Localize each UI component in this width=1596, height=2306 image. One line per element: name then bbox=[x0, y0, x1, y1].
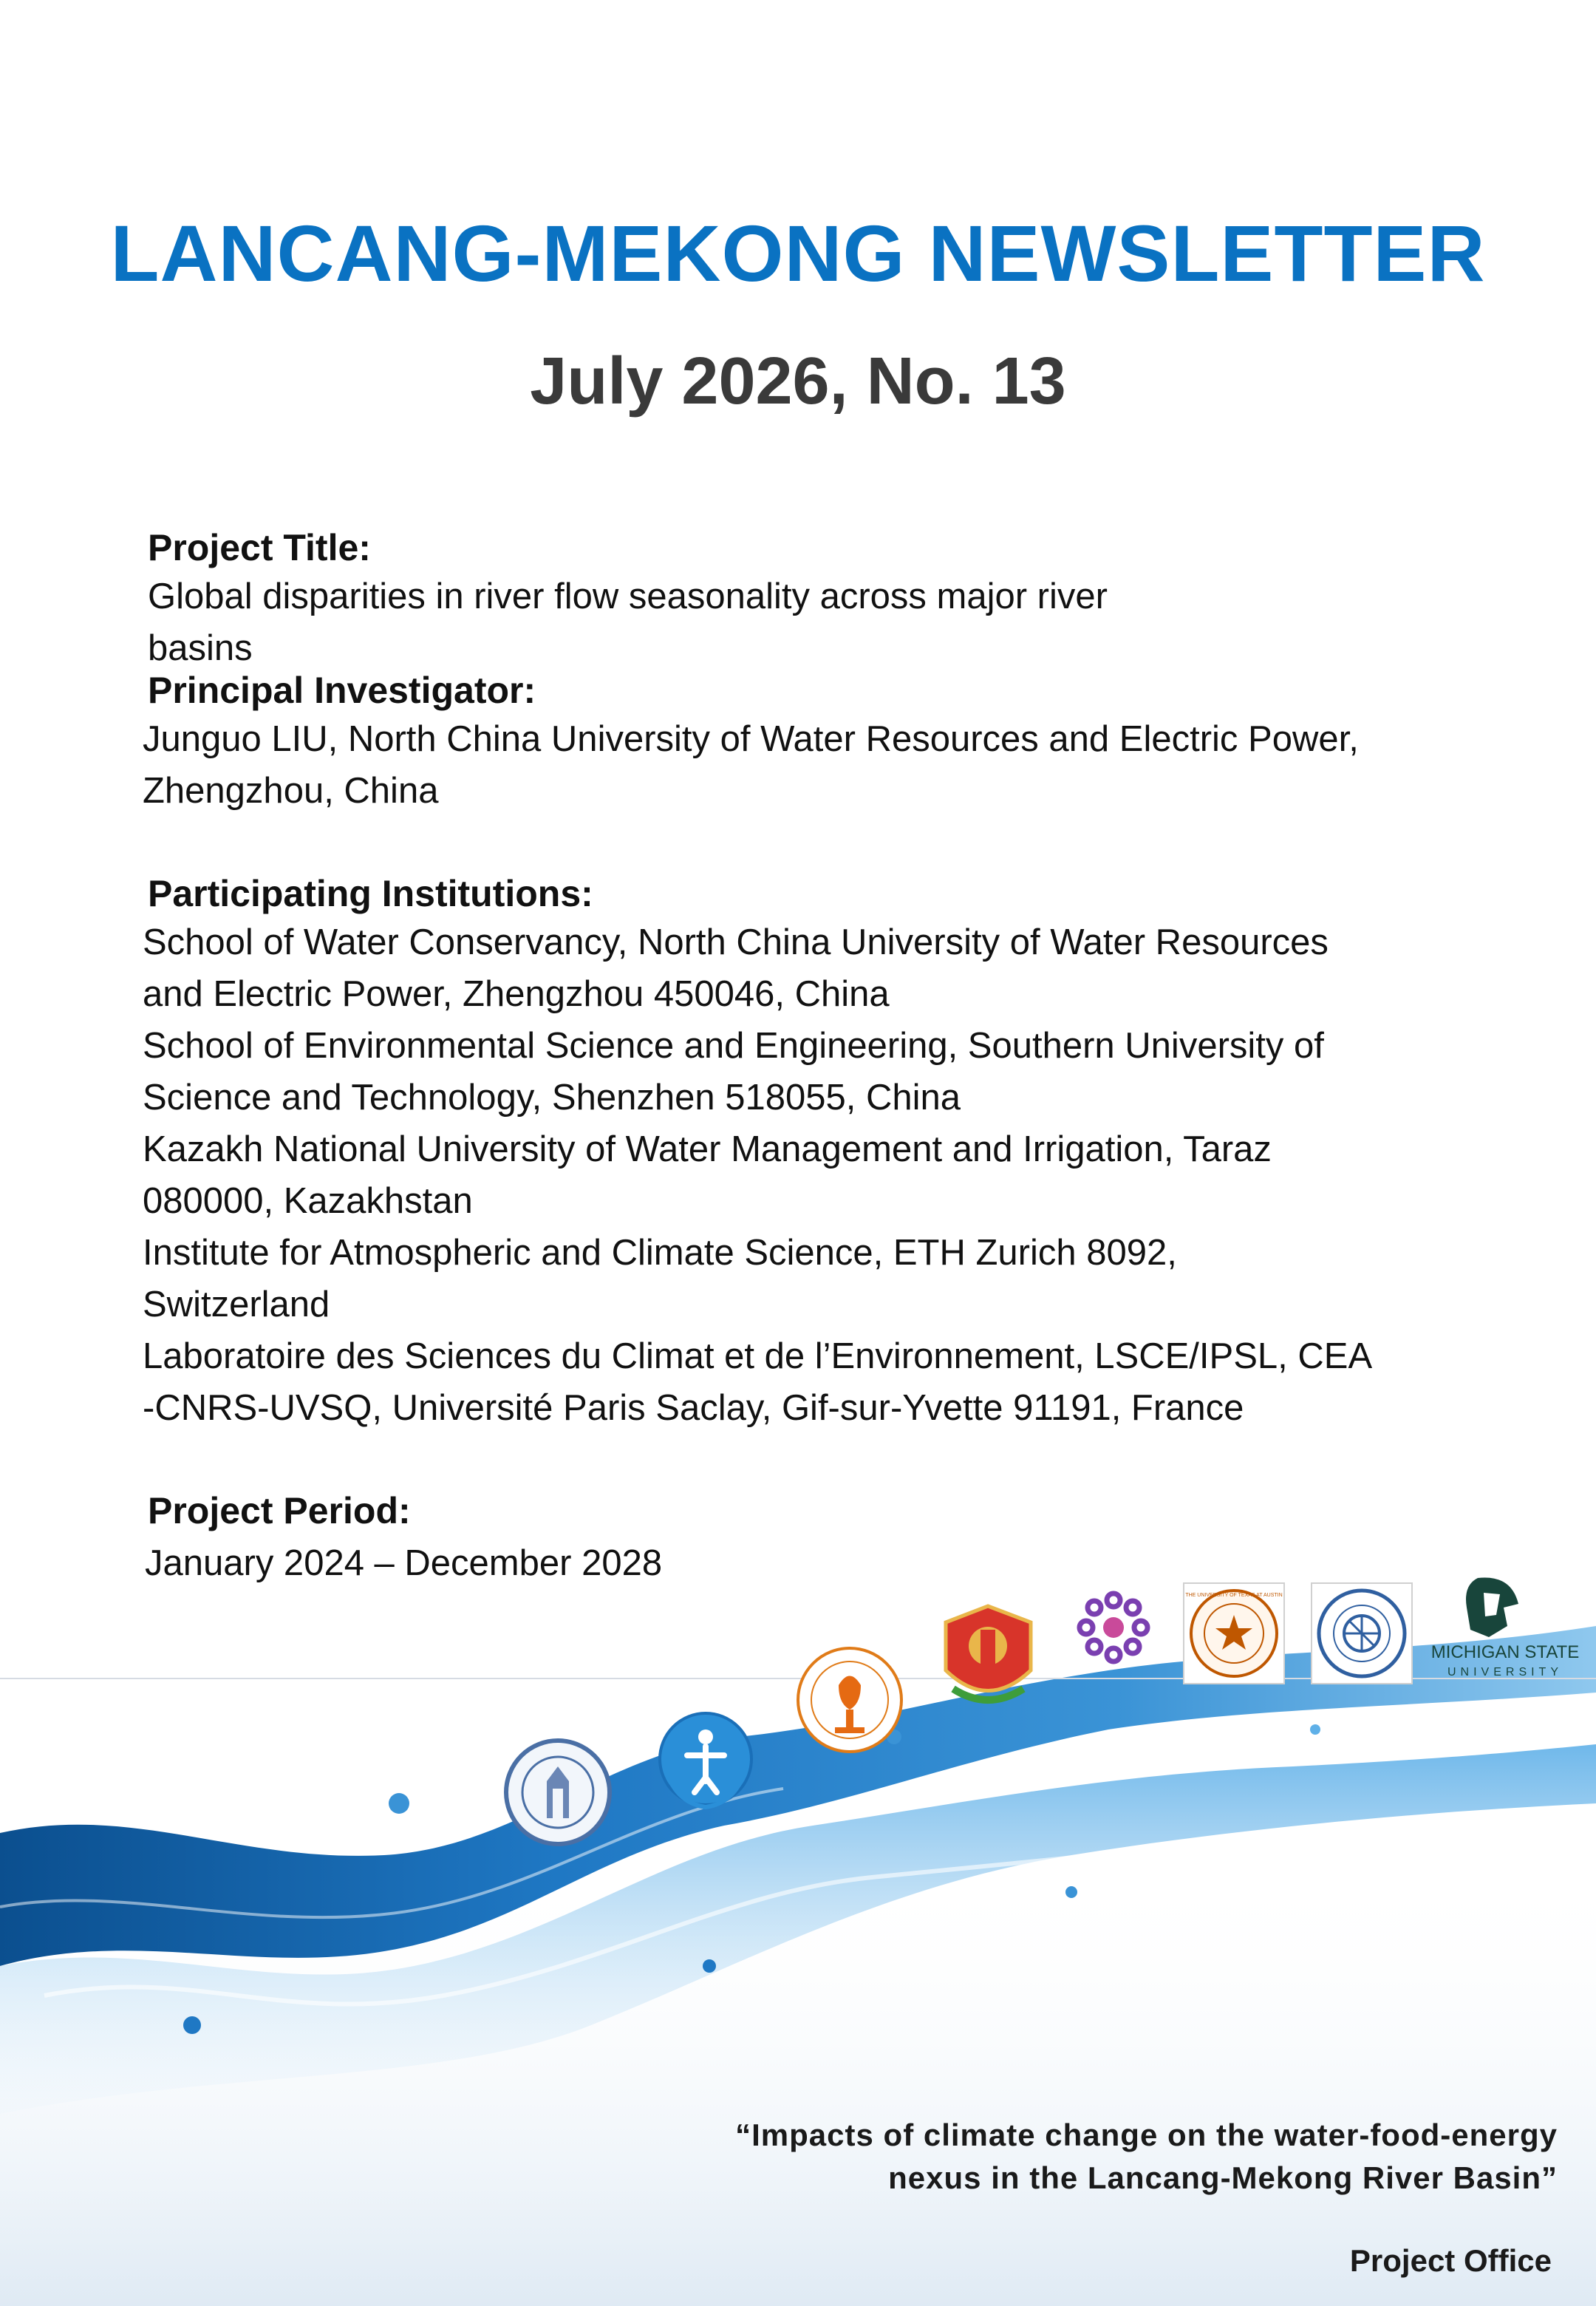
project-title-line: Global disparities in river flow seasonality across major river bbox=[148, 576, 1108, 616]
institutions-label: Participating Institutions: bbox=[148, 873, 593, 914]
pi-line: Zhengzhou, China bbox=[143, 771, 439, 811]
quote-line: “Impacts of climate change on the water-food-energy bbox=[735, 2118, 1558, 2152]
water-droplet bbox=[183, 2016, 201, 2034]
quote-line: nexus in the Lancang-Mekong River Basin” bbox=[888, 2160, 1558, 2195]
msu-name-line2: UNIVERSITY bbox=[1447, 1666, 1563, 1679]
msu-name-line1: MICHIGAN STATE bbox=[1430, 1642, 1580, 1662]
institution-line: Switzerland bbox=[143, 1285, 330, 1324]
michigan-state-logo bbox=[1426, 1571, 1585, 1681]
institution-line: Kazakh National University of Water Management and Irrigation, Taraz bbox=[143, 1129, 1272, 1169]
institution-line: School of Water Conservancy, North China University of Water Resources bbox=[143, 922, 1329, 962]
project-office: Project Office bbox=[1349, 2243, 1552, 2278]
institution-line: -CNRS-UVSQ, Université Paris Saclay, Gif-sur-Yvette 91191, France bbox=[143, 1388, 1244, 1428]
project-title-line: basins bbox=[148, 628, 253, 668]
issue-date: July 2026, No. 13 bbox=[530, 344, 1066, 418]
project-quote bbox=[523, 2114, 1558, 2200]
institution-line: 080000, Kazakhstan bbox=[143, 1181, 473, 1221]
thai-institution-logo bbox=[1068, 1582, 1160, 1674]
water-droplet bbox=[1065, 1886, 1077, 1898]
ncwu-logo bbox=[502, 1737, 613, 1848]
ut-austin-logo-text: THE UNIVERSITY OF TEXAS AT AUSTIN bbox=[1185, 1593, 1283, 1598]
institution-line: Institute for Atmospheric and Climate Science, ETH Zurich 8092, bbox=[143, 1233, 1177, 1273]
kazakh-university-logo bbox=[938, 1600, 1038, 1711]
principal-investigator-text bbox=[143, 713, 1359, 817]
water-droplet bbox=[703, 1959, 716, 1973]
institution-line: Laboratoire des Sciences du Climat et de l’Environnement, LSCE/IPSL, CEA bbox=[143, 1336, 1373, 1376]
principal-investigator-label: Principal Investigator: bbox=[148, 670, 536, 711]
ut-austin-logo bbox=[1182, 1582, 1286, 1685]
project-period-label: Project Period: bbox=[148, 1490, 411, 1531]
pi-line: Junguo LIU, North China University of Water Resources and Electric Power, bbox=[143, 719, 1359, 759]
project-period-text: January 2024 – December 2028 bbox=[145, 1543, 663, 1583]
institutions-list bbox=[143, 916, 1372, 1434]
institution-line: Science and Technology, Shenzhen 518055, China bbox=[143, 1078, 961, 1118]
institution-line: and Electric Power, Zhengzhou 450046, China bbox=[143, 974, 890, 1014]
newsletter-title: LANCANG-MEKONG NEWSLETTER bbox=[110, 208, 1486, 298]
project-title-text bbox=[148, 571, 1108, 674]
project-title-label: Project Title: bbox=[148, 527, 371, 568]
institution-line: School of Environmental Science and Engineering, Southern University of bbox=[143, 1026, 1324, 1066]
sustech-logo bbox=[794, 1645, 905, 1755]
un-emblem-logo bbox=[650, 1704, 761, 1814]
water-droplet bbox=[1310, 1724, 1320, 1735]
water-droplet bbox=[389, 1793, 409, 1814]
kazakh-water-university-logo bbox=[1310, 1582, 1413, 1685]
